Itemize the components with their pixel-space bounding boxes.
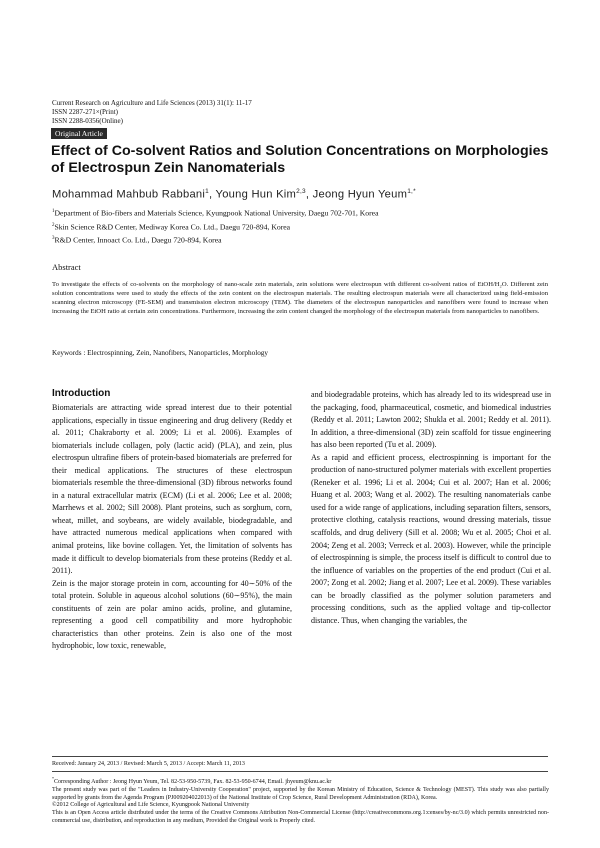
author-affiliation-mark: 2,3 (296, 188, 306, 195)
article-title: Effect of Co-solvent Ratios and Solution Concentrations on Morphologies of Electrospun Zein Nanomaterials (51, 143, 549, 176)
affiliation (52, 207, 532, 219)
abstract-text: To investigate the effects of co-solvents on the morphology of nano-scale zein materials, zein solutions were electrospun with different co-solvent ratios of EtOH/H₂O. Different zein solution concentrations were used to study the effects of the zein content on the electrospun materials. The resulting electrospun materials were all characterized using field-emission scanning electron microscopy (FE-SEM) and transmission electron microscopy (TEM). The diameters of the electrospun nanoparticles and nanofibers were found to increase when increasing the EtOH ratio at certain zein concentrations. Furthermore, increasing the zein content changed the morphology of the electrospun materials from nanoparticles to nanofibers. (52, 281, 548, 316)
license-note: This is an Open Access article distributed under the terms of the Creative Commons Attribution Non-Commercial License (http://creativecommons.org.1:censes/by-nc/3.0) which permits unrestricted non-commercial use, distribution, and reproduction in any medium, Provided the Original work is Properly cited. (52, 810, 549, 824)
introduction-heading: Introduction (52, 388, 111, 399)
affiliation (52, 221, 532, 233)
affiliation (52, 234, 532, 246)
received-dates: Received: January 24, 2013 / Revised: March 5, 2013 / Accept: March 11, 2013 (52, 761, 245, 767)
corresponding-author: *Corresponding Author : Jeong Hyun Yeum, Tel. 82-53-950-5739, Fax. 82-53-950-6744, Email. jhyeum@knu.ac.kr (52, 776, 332, 786)
affiliation-text: Department of Bio-fibers and Materials Science, Kyungpook National University, Daegu 702-701, Korea (54, 208, 379, 218)
author-name: Young Hun Kim (215, 188, 297, 201)
author-separator: , (305, 188, 313, 201)
affiliation-mark: 2 (52, 223, 55, 228)
paragraph: Biomaterials are attracting wide spread interest due to their potential applications, especially in tissue engineering and drug delivery (Reddy et al. 2011; Chakraborty et al. 2009; Li et al. 2006). Examples of biomaterials include collagen, poly (lactic acid) (PLA), and zein, plus electrospun ultrafine fibers of protein-based biomaterials are preferred for their medical applications. The structures of these electrospun biomaterials resemble the three-dimensional (3D) fibrous networks found in a natural extracellular matrix (ECM) (Li et al. 2006; Lee et al. 2008; Marrhews et al. 2002; Sill 2008). Plant proteins, such as sorghum, corn, wheat, millet, and soybeans, are widely available, biodegradable, and have attracted numerous medical applications when compared with animal proteins, like bovine collagen. Yet, the limitation of solvents has made it difficult to develop biomaterials from these proteins (Reddy et al. 2011). (52, 403, 292, 576)
journal-citation: Current Research on Agriculture and Life Sciences (2013) 31(1): 11-17 (52, 99, 252, 107)
funding-note: The present study was part of the "Leaders in Industry-University Cooperation" project, supported by the Korean Ministry of Education, Science & Technology (MEST). This study was also partially supported by grants from the Agenda Program (PJ009204022013) of the National Institute of Crop Science, Rural Development Administration (RDA), Korea. (52, 786, 549, 801)
affiliation-text: Skin Science R&D Center, Mediway Korea Co. Ltd., Daegu 720-894, Korea (54, 222, 291, 232)
footnotes (52, 775, 549, 826)
body-column-right (311, 389, 551, 627)
journal-info (52, 99, 252, 127)
issn-online: ISSN 2288-0356(Online) (52, 117, 123, 126)
footnote-divider (52, 756, 548, 757)
affiliation-mark: 1 (52, 209, 55, 214)
keywords: Keywords : Electrospinning, Zein, Nanofibers, Nanoparticles, Morphology (52, 349, 268, 357)
copyright: ©2012 College of Agricultural and Life Science, Kyungpook National University (52, 802, 250, 809)
author-affiliation-mark: 1 (205, 188, 210, 195)
author-name: Jeong Hyun Yeum (312, 188, 408, 201)
paragraph: Zein is the major storage protein in corn, accounting for 40∼50% of the total protein. Soluble in aqueous alcohol solutions (60∼95%), the main constituents of zein are polar amino acids, proline, and glutamine, representing a good cell compatibility and more hydrophobic characteristics than other proteins. Zein is also one of the most hydrophobic, low toxic, renewable, (52, 578, 292, 651)
corresponding-author-text: Corresponding Author : Jeong Hyun Yeum, Tel. 82-53-950-5739, Fax. 82-53-950-6744, Email. jhyeum@knu.ac.kr (54, 779, 332, 786)
issn-print: ISSN 2287-271×(Print) (52, 108, 118, 117)
paragraph: As a rapid and efficient process, electrospinning is important for the production of nano-structured polymer materials with excellent properties (Reneker et al. 1996; Li et al. 2004; Cui et al. 2007; Han et al. 2006; Huang et al. 2003; Wang et al. 2002). The resulting nanomaterials canbe used for a wide range of applications, including separation filters, sensors, protective clothing, catalysis reactions, wound dressing materials, tissue scaffolds, and drug delivery (Sill et al. 2008; Wu et al. 2005; Choi et al. 2004; Zeng et al. 2003; Verreck et al. 2003). However, while the principle of electrospinning is simple, the process itself is difficult to control due to the influence of variables on the properties of the end product (Cui et al. 2007; Zong et al. 2002; Jiang et al. 2007; Lee et al. 2009). These variables can be broadly classified as the polymer solution parameters and processing conditions, such as the applied voltage and tip-collector distance. Thus, when changing the variables, the (311, 452, 551, 625)
paragraph: and biodegradable proteins, which has already led to its widespread use in the packaging, food, pharmaceutical, cosmetic, and biomedical industries (Reddy et al. 2011; Lawton 2002; Shukla et al. 2001; Reddy et al. 2011). In addition, a three-dimensional (3D) zein scaffold for tissue engineering has also been reported (Tu et al. 2009). (311, 390, 551, 450)
article-type-badge: Original Article (51, 128, 107, 139)
footnote-divider (52, 771, 548, 772)
affiliation-mark: 3 (52, 236, 55, 241)
affiliation-text: R&D Center, Innoact Co. Ltd., Daegu 720-894, Korea (54, 235, 222, 245)
author-separator: , (209, 188, 216, 201)
author-affiliation-mark: 1,* (407, 188, 416, 195)
abstract-heading: Abstract (52, 262, 81, 272)
author-list (52, 188, 416, 201)
author-name: Mohammad Mahbub Rabbani (52, 188, 206, 201)
body-column-left (52, 402, 292, 653)
